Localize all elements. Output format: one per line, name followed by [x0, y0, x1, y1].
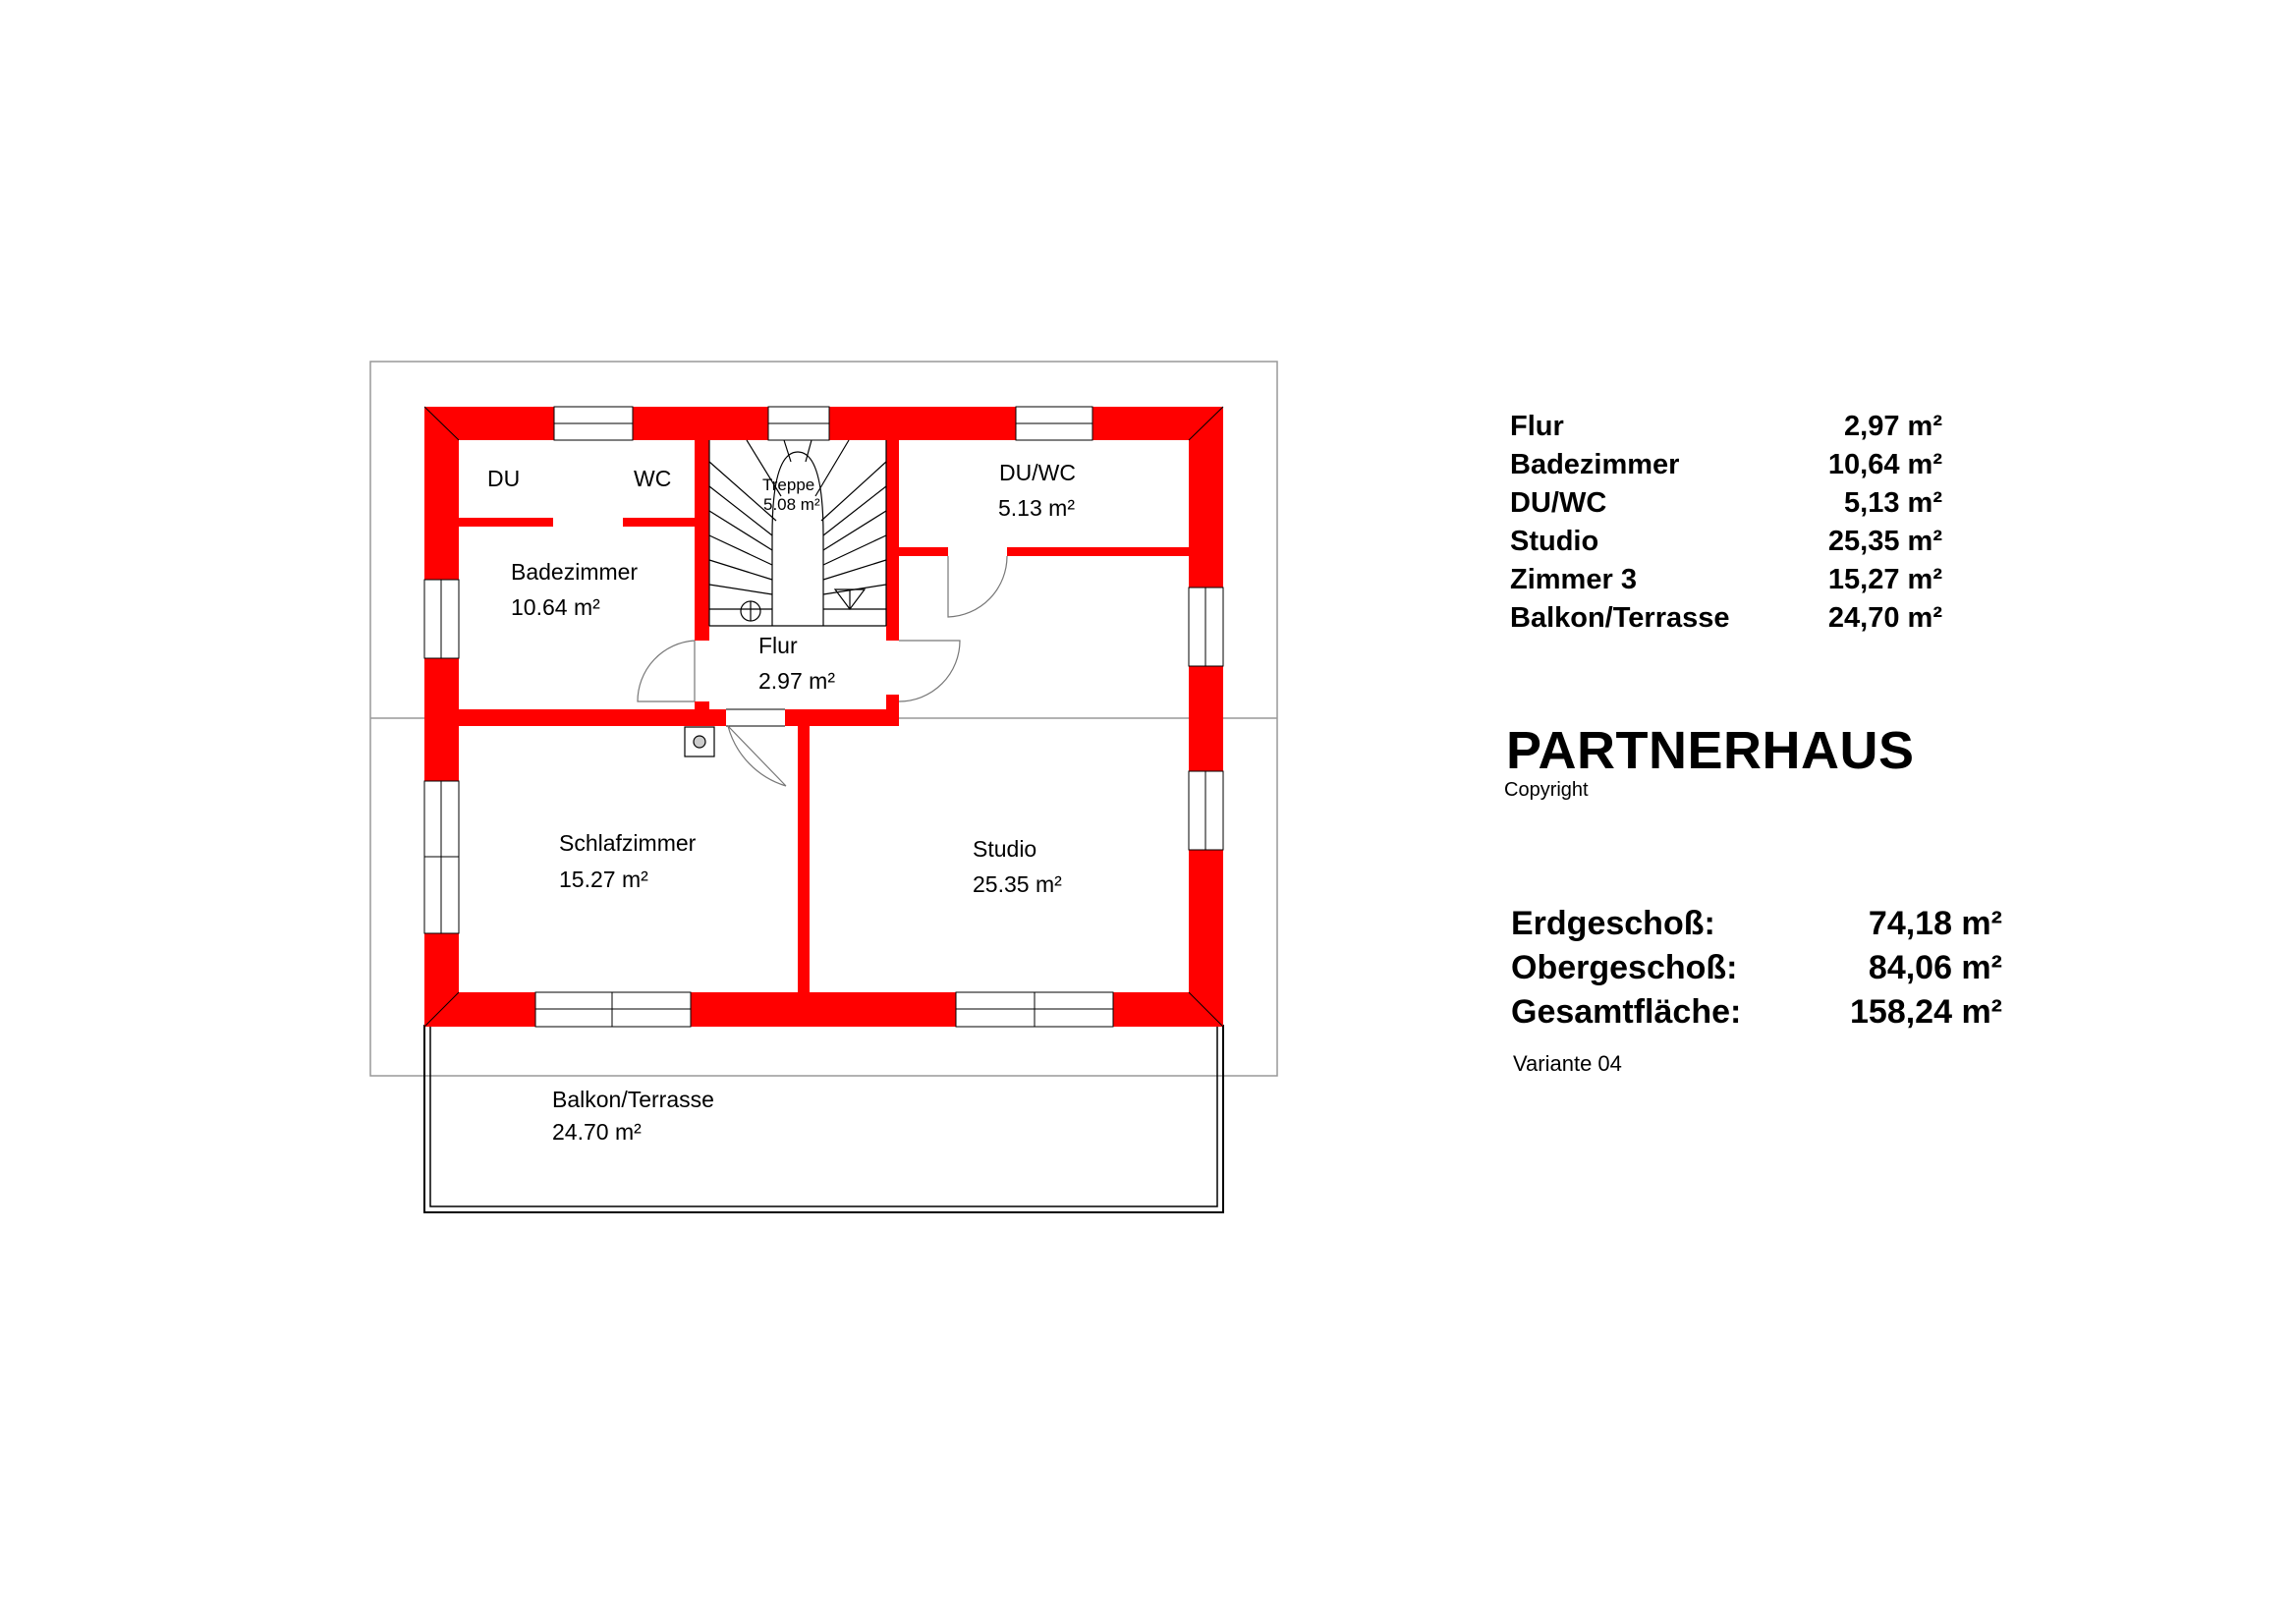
area-row — [1510, 561, 1942, 599]
room-label-studio: Studio — [973, 836, 1037, 862]
room-label-flur: Flur — [758, 633, 798, 658]
area-row — [1510, 523, 1942, 561]
room-label-treppe: Treppe — [762, 476, 815, 494]
area-name: Zimmer 3 — [1510, 564, 1637, 595]
area-value: 24,70 m² — [1827, 602, 1942, 634]
totals-table — [1511, 902, 2002, 1035]
area-row — [1510, 446, 1942, 484]
area-name: Badezimmer — [1510, 449, 1680, 480]
room-label-duwc: DU/WC — [999, 460, 1076, 485]
brand-title: PARTNERHAUS — [1506, 721, 1915, 780]
total-value: 84,06 m² — [1868, 949, 2002, 986]
room-area-schlafzimmer: 15.27 m² — [559, 867, 648, 892]
area-table — [1510, 408, 1942, 638]
room-label-wc: WC — [634, 466, 672, 491]
area-value: 5,13 m² — [1844, 487, 1942, 519]
room-area-badezimmer: 10.64 m² — [511, 594, 600, 620]
area-name: Balkon/Terrasse — [1510, 602, 1730, 634]
area-value: 15,27 m² — [1827, 564, 1942, 595]
room-area-treppe: 5.08 m² — [763, 495, 820, 514]
area-value: 10,64 m² — [1827, 449, 1942, 480]
total-label: Erdgeschoß: — [1511, 905, 1715, 942]
area-name: Studio — [1510, 526, 1599, 557]
total-value: 158,24 m² — [1850, 993, 2002, 1031]
room-label-balkon: Balkon/Terrasse — [552, 1087, 714, 1112]
total-row — [1511, 902, 2002, 946]
room-label-du: DU — [487, 466, 521, 491]
area-name: Flur — [1510, 411, 1564, 442]
total-label: Gesamtfläche: — [1511, 993, 1742, 1031]
area-row — [1510, 484, 1942, 523]
total-label: Obergeschoß: — [1511, 949, 1738, 986]
room-area-flur: 2.97 m² — [758, 668, 835, 694]
room-label-badezimmer: Badezimmer — [511, 559, 639, 585]
room-area-balkon: 24.70 m² — [552, 1119, 642, 1145]
total-row — [1511, 946, 2002, 990]
total-value: 74,18 m² — [1868, 905, 2002, 942]
variant-label: Variante 04 — [1513, 1051, 1622, 1076]
balcony — [424, 1026, 1223, 1212]
room-area-studio: 25.35 m² — [973, 871, 1062, 897]
copyright-text: Copyright — [1504, 779, 1589, 801]
door-openings — [695, 547, 1007, 726]
walls — [424, 407, 1223, 1027]
area-row — [1510, 408, 1942, 446]
chimney — [685, 727, 714, 756]
area-row — [1510, 599, 1942, 638]
staircase — [709, 440, 886, 626]
area-value: 2,97 m² — [1844, 411, 1942, 442]
area-name: DU/WC — [1510, 487, 1607, 519]
room-area-duwc: 5.13 m² — [998, 495, 1075, 521]
room-label-schlafzimmer: Schlafzimmer — [559, 830, 697, 856]
total-row — [1511, 990, 2002, 1035]
area-value: 25,35 m² — [1827, 526, 1942, 557]
